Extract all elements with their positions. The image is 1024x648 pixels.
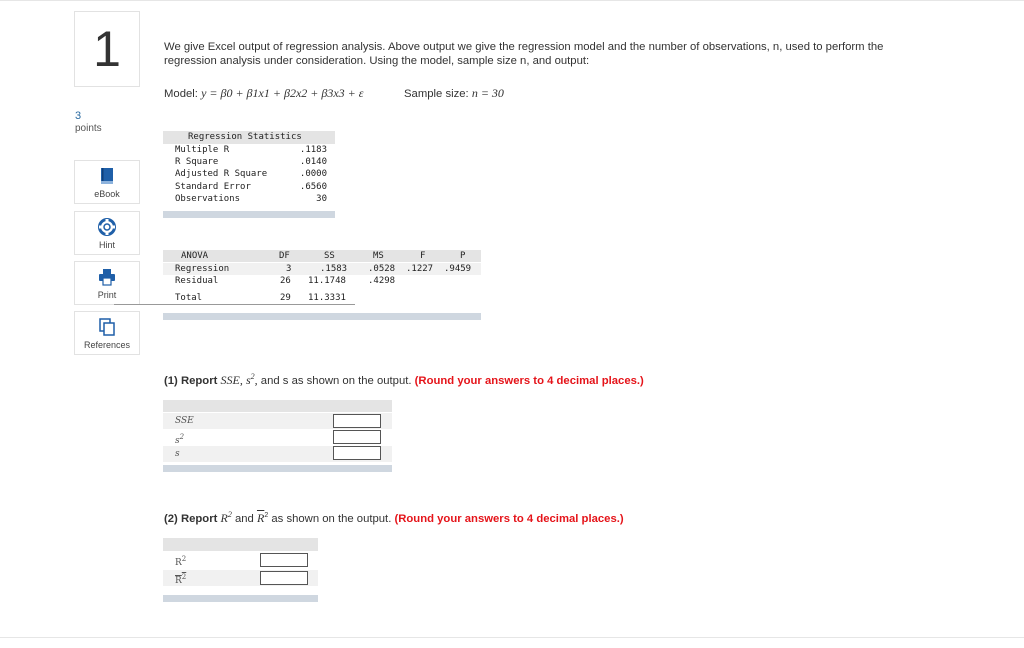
adjusted-r2-label: $R^2$ (175, 573, 187, 586)
part2-instruction: (Round your answers to 4 decimal places.) (394, 513, 624, 525)
anova-header (163, 250, 481, 262)
table-row (163, 275, 481, 287)
r2-symbol: $R^2$ (220, 510, 232, 525)
printer-icon (75, 268, 139, 286)
part2-answer-table (163, 538, 318, 602)
anova-table (163, 250, 481, 320)
anova-header-cell: P (460, 251, 466, 261)
model-line (164, 86, 364, 101)
s2-label: $s^2$ (175, 433, 185, 446)
anova-ms: .4298 (368, 276, 396, 286)
anova-f: .1227 (406, 264, 434, 274)
points-label: points (75, 123, 102, 134)
anova-ss: 11.1748 (308, 276, 346, 286)
regression-statistics-title: Regression Statistics (188, 132, 302, 142)
model-label: Model: (164, 88, 198, 100)
r2-input[interactable] (260, 553, 308, 567)
question-number-box (74, 11, 140, 87)
part2-and: and (234, 513, 254, 525)
stat-value: 30 (316, 194, 327, 204)
stat-value: .1183 (299, 145, 327, 155)
answer-table-header (163, 400, 392, 412)
lifebuoy-icon (75, 218, 139, 236)
part2-lead: (2) Report (164, 513, 218, 525)
stat-label: Observations (175, 194, 241, 204)
print-button[interactable] (74, 261, 140, 305)
documents-icon (75, 318, 139, 336)
stat-label: R Square (175, 157, 219, 167)
anova-df: 29 (280, 293, 291, 303)
sample-size (404, 86, 504, 101)
part2-mid: as shown on the output. (271, 513, 392, 525)
regression-statistics-header (163, 131, 335, 144)
question-prompt: We give Excel output of regression analysis. Above output we give the regression model and the number of observations, n, used to perform the regression analysis under consideration. Using the model, sample size n, and output: (164, 41, 884, 67)
anova-header-cell: SS (324, 251, 335, 261)
hint-label: Hint (98, 240, 115, 250)
anova-ss: 11.3331 (308, 293, 346, 303)
book-icon (75, 167, 139, 185)
table-row (163, 145, 335, 157)
ebook-label: eBook (94, 189, 120, 199)
answer-row-adjusted-r2 (163, 570, 318, 586)
s-input[interactable] (333, 446, 381, 460)
r2-label: $R^2$ (175, 555, 187, 568)
table-row (163, 292, 481, 304)
table-row (163, 263, 481, 275)
anova-p: .9459 (444, 264, 472, 274)
stat-label: Standard Error (175, 182, 251, 192)
part1-lead: (1) Report (164, 375, 218, 387)
stat-value: .0140 (299, 157, 327, 167)
stat-label: Adjusted R Square (175, 169, 268, 179)
sse-label: SSE (175, 416, 194, 426)
stat-label: Multiple R (175, 145, 230, 155)
part1-answer-table (163, 400, 392, 472)
part1-mid: and s as shown on the output. (260, 375, 412, 387)
sse-input[interactable] (333, 414, 381, 428)
table-footer-bar (163, 313, 481, 320)
table-footer-bar (163, 595, 318, 602)
question-number: 1 (93, 21, 121, 77)
anova-row-label: Total (175, 293, 203, 303)
table-row (163, 182, 335, 194)
table-row (163, 157, 335, 169)
anova-df: 3 (286, 264, 292, 274)
answer-row-r2 (163, 552, 318, 568)
print-label: Print (97, 290, 117, 300)
part1-instruction: (Round your answers to 4 decimal places.) (414, 375, 644, 387)
anova-header-cell: DF (279, 251, 290, 261)
adjusted-r2-input[interactable] (260, 571, 308, 585)
table-row (163, 194, 335, 206)
sample-size-label: Sample size: (404, 88, 469, 100)
adjusted-r2-symbol: $\overline{R}$ (256, 511, 265, 525)
anova-df: 26 (280, 276, 291, 286)
part2-prompt: (2) Report $R^2$ and $\overline{R}^2$ as shown on the output. (Round your answers to 4 decimal places.) (164, 510, 624, 525)
anova-ms: .0528 (368, 264, 396, 274)
hint-button[interactable] (74, 211, 140, 255)
anova-total-rule (114, 304, 355, 305)
points-value: 3 (75, 110, 82, 122)
anova-ss: .1583 (320, 264, 348, 274)
answer-row-s (163, 446, 392, 462)
sample-size-value: n = 30 (471, 86, 504, 100)
anova-header-cell: MS (373, 251, 384, 261)
table-footer-bar (163, 211, 335, 218)
part1-prompt (164, 372, 644, 388)
anova-row-label: Regression (175, 264, 230, 274)
s-label: s (175, 449, 180, 459)
regression-statistics-table (163, 131, 335, 218)
table-footer-bar (163, 465, 392, 472)
table-row (163, 169, 335, 181)
top-divider (0, 0, 1024, 1)
stat-value: .6560 (299, 182, 327, 192)
ebook-button[interactable] (74, 160, 140, 204)
references-label: References (83, 340, 131, 350)
references-button[interactable] (74, 311, 140, 355)
anova-header-cell: ANOVA (181, 251, 209, 261)
sse-symbol: SSE, (220, 373, 243, 387)
anova-row-label: Residual (175, 276, 219, 286)
s2-symbol: $s^2$, (245, 372, 258, 387)
answer-table-header (163, 538, 318, 551)
answer-row-sse (163, 413, 392, 429)
stat-value: .0000 (299, 169, 327, 179)
anova-header-cell: F (420, 251, 426, 261)
answer-row-s2 (163, 430, 392, 446)
bottom-divider (0, 637, 1024, 638)
model-formula: y = β0 + β1x1 + β2x2 + β3x3 + ε (201, 86, 364, 100)
s2-input[interactable] (333, 430, 381, 444)
